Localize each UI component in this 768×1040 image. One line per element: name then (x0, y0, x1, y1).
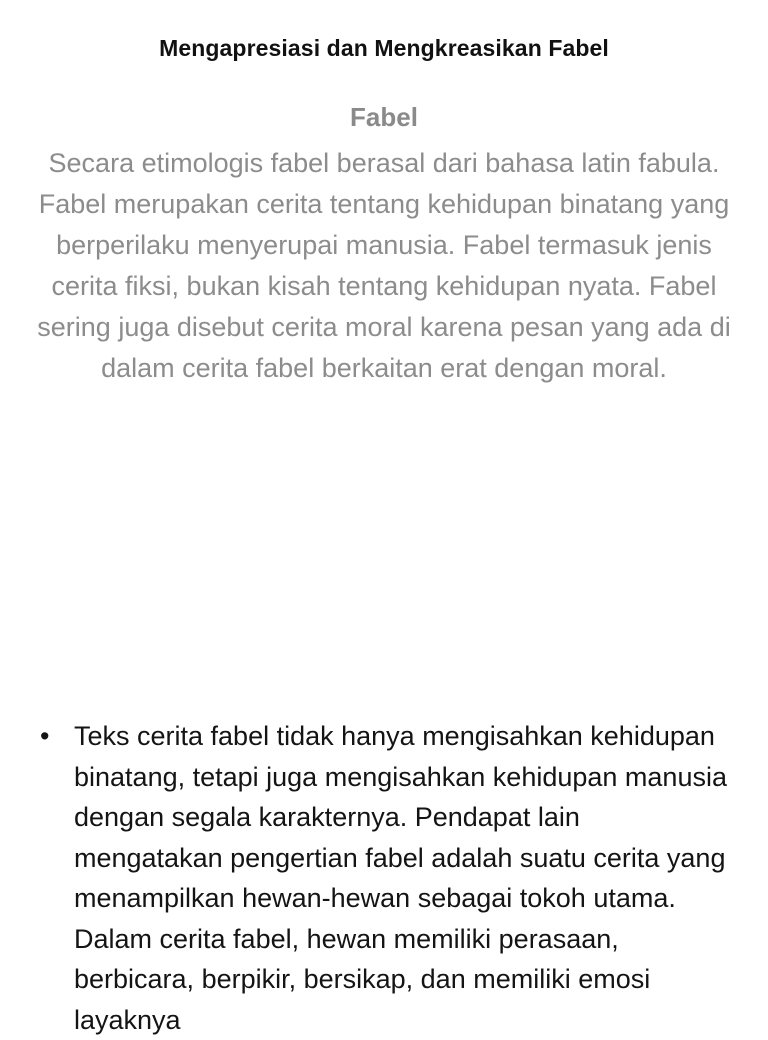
slide-fabel-definition (0, 0, 768, 460)
bullet-marker: • (40, 721, 50, 751)
definition-paragraph: Secara etimologis fabel berasal dari bahasa latin fabula. Fabel merupakan cerita tentang kehidupan binatang yang berperilaku menyerupai manusia. Fabel termasuk jenis cerita fiksi, bukan kisah tentang kehidupan nyata. Fabel sering juga disebut cerita moral karena pesan yang ada di dalam cerita fabel berkaitan erat dengan moral. (37, 148, 731, 383)
section-subtitle: Fabel (350, 102, 418, 132)
bullet-text: Teks cerita fabel tidak hanya mengisahkan kehidupan binatang, tetapi juga mengisahkan kehidupan manusia dengan segala karakternya. Pendapat lain mengatakan pengertian fabel adalah suatu cerita yang menampilkan hewan-hewan sebagai tokoh utama. Dalam cerita fabel, hewan memiliki perasaan, berbicara, berpikir, bersikap, dan memiliki emosi layaknya (74, 721, 727, 1035)
main-title: Mengapresiasi dan Mengkreasikan Fabel (159, 35, 609, 61)
slide-fabel-explanation (0, 716, 768, 1035)
bullet-list (0, 716, 768, 1040)
list-item (0, 716, 768, 1040)
